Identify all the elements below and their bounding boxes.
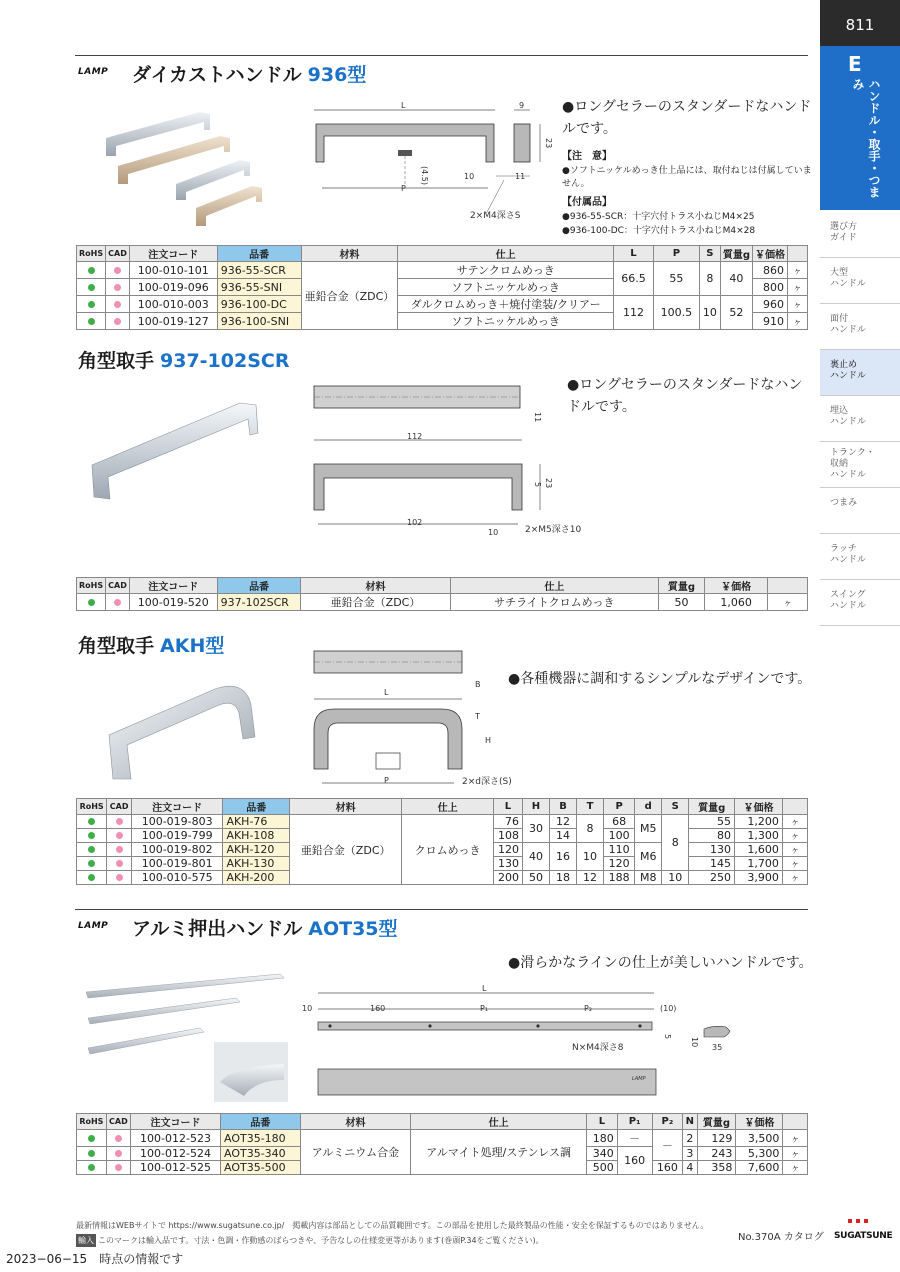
cad-dot[interactable] xyxy=(115,1150,122,1157)
section-title-aot: アルミ押出ハンドル AOT35型 xyxy=(132,918,398,940)
cad-dot[interactable] xyxy=(116,860,123,867)
divider xyxy=(75,909,808,910)
logo-mark-icon xyxy=(834,1218,884,1228)
cad-dot[interactable] xyxy=(114,301,121,308)
table-row[interactable]: 100-019-803 AKH-76 亜鉛合金（ZDC） クロムめっき 76 30 12 8 68 M5 8 55 1,200 ヶ xyxy=(77,815,808,829)
table-header: RoHS CAD 注文コード 品番 材料 仕上 L P S 質量g ￥価格 xyxy=(77,246,808,262)
lamp-logo: LAMP xyxy=(78,921,109,931)
table-row[interactable]: 100-010-101 936-55-SCR 亜鉛合金（ZDC） サテンクロムめっき 66.5 55 8 40 860 ヶ xyxy=(77,262,808,279)
product-photo-akh xyxy=(105,675,265,785)
category-tab xyxy=(820,46,900,210)
cad-dot[interactable] xyxy=(116,846,123,853)
table-row[interactable]: 100-019-096 936-55-SNI ソフトニッケルめっき 800 ヶ xyxy=(77,279,808,296)
table-row[interactable]: 100-019-799 AKH-108 108 14 100 80 1,300 ヶ xyxy=(77,829,808,843)
drawing-936 xyxy=(300,96,560,226)
rohs-dot xyxy=(88,301,95,308)
dim-160: 160 xyxy=(370,1004,386,1013)
section-title-936: ダイカストハンドル 936型 xyxy=(132,64,367,86)
table-header: RoHS CAD 注文コード 品番 材料 仕上 L H B T P d S 質量g ￥価格 xyxy=(77,799,808,815)
rohs-dot xyxy=(88,1150,95,1157)
dim-112: 112 xyxy=(407,432,423,441)
cad-dot[interactable] xyxy=(115,1135,122,1142)
dim-5: 5 xyxy=(663,1034,672,1040)
table-row[interactable]: 100-010-003 936-100-DC ダルクロムめっき＋焼付塗装/クリアー 112 100.5 10 52 960 ヶ xyxy=(77,296,808,313)
spec-table-aot xyxy=(76,1113,808,1175)
table-row[interactable]: 100-010-575 AKH-200 200 50 18 12 188 M8 10 250 3,900 ヶ xyxy=(77,871,808,885)
dim-11: 11 xyxy=(533,412,542,423)
bullet-936: ●ロングセラーのスタンダードなハンドルです。 xyxy=(562,99,812,137)
sidebar-item-surface[interactable]: 面付 ハンドル xyxy=(820,304,900,350)
table-row[interactable]: 100-019-127 936-100-SNI ソフトニッケルめっき 910 ヶ xyxy=(77,313,808,330)
table-row[interactable]: 100-012-525 AOT35-500 500 160 4 358 7,600 ヶ xyxy=(77,1161,808,1175)
cad-dot[interactable] xyxy=(115,1164,122,1171)
category-letter: E xyxy=(848,52,862,76)
sidebar-item-large[interactable]: 大型 ハンドル xyxy=(820,258,900,304)
spec-table-akh xyxy=(76,798,808,885)
dim-9: 9 xyxy=(519,101,525,110)
table-header: RoHS CAD 注文コード 品番 材料 仕上 質量g ￥価格 xyxy=(77,578,808,594)
spec-table-937 xyxy=(76,577,808,611)
dim-screw: 2×M5深さ10 xyxy=(525,525,582,535)
dim-B: B xyxy=(475,680,481,689)
rohs-dot xyxy=(88,318,95,325)
cad-dot[interactable] xyxy=(114,599,121,606)
rohs-dot xyxy=(88,1164,95,1171)
dim-10: 10 xyxy=(488,528,499,537)
footer-line-2: このマークは輸入品です。寸法・色調・作動感のばらつきや、予告なしの仕様変更等があります(巻頭P.34をご覧ください)。 xyxy=(98,1236,544,1245)
dim-35: 35 xyxy=(712,1043,723,1052)
dim-23: 23 xyxy=(544,478,553,489)
lamp-logo: LAMP xyxy=(78,67,109,77)
rohs-dot xyxy=(88,599,95,606)
bullet-akh: ●各種機器に調和するシンプルなデザインです。 xyxy=(508,671,812,687)
accessory-title: 【付属品】 xyxy=(562,197,612,208)
sidebar-item-recessed[interactable]: 埋込 ハンドル xyxy=(820,396,900,442)
product-photo-aot xyxy=(84,972,294,1104)
dim-screw: 2×M4深さS xyxy=(470,211,521,221)
bullet-aot: ●滑らかなラインの仕上が美しいハンドルです。 xyxy=(508,955,813,971)
product-photo-936 xyxy=(100,100,270,230)
table-row[interactable]: 100-012-524 AOT35-340 340 160 3 243 5,300 ヶ xyxy=(77,1147,808,1161)
drawing-937 xyxy=(300,380,560,540)
accessory-2: ●936-100-DC：十字穴付トラス小ねじM4×28 xyxy=(562,226,756,236)
section-title-937: 角型取手 937-102SCR xyxy=(78,350,290,372)
table-row[interactable]: 100-019-520 937-102SCR 亜鉛合金（ZDC） サチライトクロムめっき 50 1,060 ヶ xyxy=(77,594,808,611)
cad-dot[interactable] xyxy=(116,818,123,825)
caution-text: ●ソフトニッケルめっき仕上品には、取付ねじは付属していません。 xyxy=(562,166,812,189)
table-row[interactable]: 100-019-801 AKH-130 130 120 145 1,700 ヶ xyxy=(77,857,808,871)
lamp-stamp: LAMP xyxy=(632,1076,646,1082)
sugatsune-logo: SUGATSUNE xyxy=(834,1218,884,1244)
table-row[interactable]: 100-019-802 AKH-120 120 40 16 10 110 M6 130 1,600 ヶ xyxy=(77,843,808,857)
cad-dot[interactable] xyxy=(114,284,121,291)
sidebar-item-swing[interactable]: スイング ハンドル xyxy=(820,580,900,626)
sidebar-item-knob[interactable]: つまみ xyxy=(820,488,900,534)
bullet-937: ●ロングセラーのスタンダードなハンドルです。 xyxy=(567,377,803,415)
divider xyxy=(75,55,808,56)
dim-11: 11 xyxy=(515,172,526,181)
footer-line-1: 最新情報はWEBサイトで https://www.sugatsune.co.jp/ 掲載内容は部品としての品質範囲です。この部品を使用した最終製品の性能・安全を保証するものではありません。 xyxy=(76,1221,709,1230)
dim-L: L xyxy=(384,688,389,697)
import-badge: 輸入 xyxy=(78,1236,94,1245)
category-text: ハンドル・取手・つまみ xyxy=(851,78,881,198)
dim-P2: P₂ xyxy=(584,1004,593,1013)
product-photo-937 xyxy=(90,395,270,505)
dim-P: P xyxy=(384,776,389,785)
dim-23: 23 xyxy=(544,138,553,149)
cad-dot[interactable] xyxy=(114,318,121,325)
dim-L: L xyxy=(482,984,487,993)
sidebar-item-latch[interactable]: ラッチ ハンドル xyxy=(820,534,900,580)
dim-P1: P₁ xyxy=(480,1004,489,1013)
spec-table-936 xyxy=(76,245,808,330)
dim-4-5: (4.5) xyxy=(420,166,429,185)
cad-dot[interactable] xyxy=(116,832,123,839)
table-header: RoHS CAD 注文コード 品番 材料 仕上 L P₁ P₂ N 質量g ￥価格 xyxy=(77,1114,808,1130)
cad-dot[interactable] xyxy=(116,874,123,881)
page-number: 811 xyxy=(820,0,900,46)
sidebar-item-back-mount[interactable]: 裏止め ハンドル xyxy=(820,350,900,396)
accessory-1: ●936-55-SCR：十字穴付トラス小ねじM4×25 xyxy=(562,212,755,222)
rohs-dot xyxy=(88,860,95,867)
dim-10-paren: (10) xyxy=(660,1004,677,1013)
cad-dot[interactable] xyxy=(114,267,121,274)
rohs-dot xyxy=(88,874,95,881)
rohs-dot xyxy=(88,832,95,839)
dim-10: 10 xyxy=(302,1004,313,1013)
drawing-akh xyxy=(300,645,490,795)
rohs-dot xyxy=(88,846,95,853)
dim-P: P xyxy=(401,184,406,193)
dim-T: T xyxy=(475,712,480,721)
dim-L: L xyxy=(401,101,406,110)
rohs-dot xyxy=(88,284,95,291)
dim-10-side: 10 xyxy=(690,1037,699,1048)
dim-10: 10 xyxy=(464,172,475,181)
sidebar-item-trunk[interactable]: トランク・ 収納 ハンドル xyxy=(820,442,900,488)
rohs-dot xyxy=(88,1135,95,1142)
dim-5: 5 xyxy=(533,482,542,488)
rohs-dot xyxy=(88,818,95,825)
dim-102: 102 xyxy=(407,518,423,527)
rohs-dot xyxy=(88,267,95,274)
dim-screw: 2×d深さ(S) xyxy=(462,777,512,787)
dim-screw: N×M4深さ8 xyxy=(572,1043,624,1053)
date-note: 2023−06−15 時点の情報です xyxy=(6,1252,184,1266)
catalog-number: No.370A カタログ xyxy=(738,1232,824,1243)
dim-H: H xyxy=(485,736,492,745)
drawing-aot xyxy=(300,985,750,1105)
caution-title: 【注 意】 xyxy=(562,151,612,162)
sidebar-item-guide[interactable]: 選び方 ガイド xyxy=(820,212,900,258)
section-title-akh: 角型取手 AKH型 xyxy=(78,635,225,657)
table-row[interactable]: 100-012-523 AOT35-180 アルミニウム合金 アルマイト処理/ステンレス調 180 － － 2 129 3,500 ヶ xyxy=(77,1130,808,1147)
